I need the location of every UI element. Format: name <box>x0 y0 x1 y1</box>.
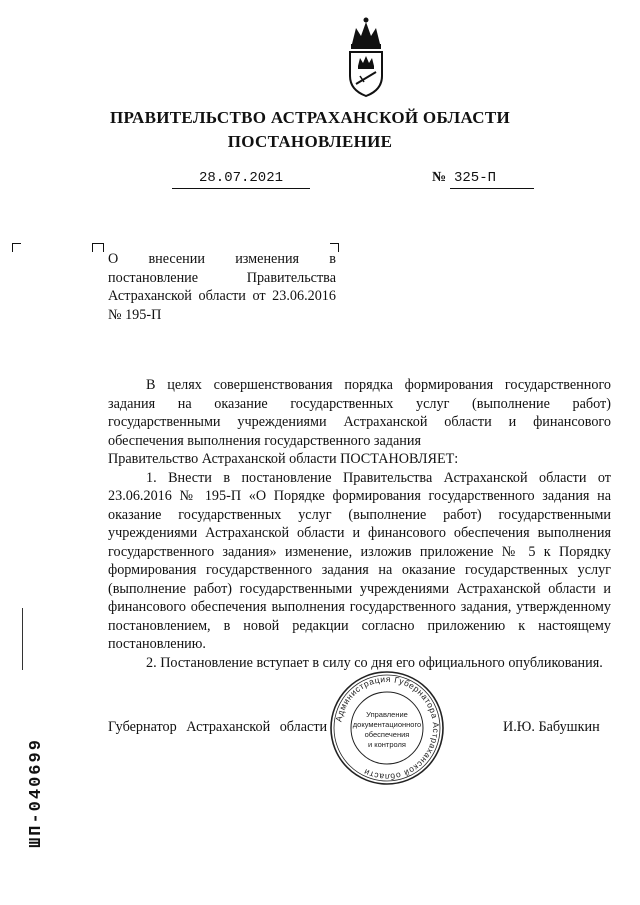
document-date: 28.07.2021 <box>172 168 310 189</box>
number-sign: № <box>432 170 447 185</box>
item-2-paragraph: 2. Постановление вступает в силу со дня его официального опубликования. <box>146 654 603 671</box>
svg-text:документационного: документационного <box>352 720 422 729</box>
corner-bracket-left <box>12 243 21 252</box>
document-type-title: ПОСТАНОВЛЕНИЕ <box>227 132 393 151</box>
blank-serial-number: ШП-040699 <box>27 738 46 848</box>
signatory-title: Губернатор Астраханской области <box>108 719 328 735</box>
coat-of-arms-icon <box>342 14 390 102</box>
svg-text:и контроля: и контроля <box>367 740 407 749</box>
svg-text:обеспечения: обеспечения <box>364 730 410 739</box>
preamble-paragraph: В целях совершенствования порядка формирования государственного задания на оказание государственных услуг (выполнение работ) государственными учреждениями Астраханской области и финансового обеспечения выполнения государственного задания <box>108 377 611 449</box>
resolves-paragraph: Правительство Астраханской области ПОСТАНОВЛЯЕТ: <box>108 451 459 467</box>
official-seal-stamp <box>327 668 447 788</box>
document-body <box>108 376 611 672</box>
corner-bracket-subject-left-tick <box>99 243 104 252</box>
document-number: 325-П <box>450 168 534 189</box>
svg-text:Администрация Губернатора Астр: Администрация Губернатора Астраханской области <box>333 673 442 783</box>
government-title: ПРАВИТЕЛЬСТВО АСТРАХАНСКОЙ ОБЛАСТИ <box>110 108 510 127</box>
document-subject: О внесении изменения в постановление Правительства Астраханской области от 23.06.2016 № 195-П <box>108 251 336 323</box>
margin-line <box>22 608 23 670</box>
item-1-paragraph: 1. Внести в постановление Правительства Астраханской области от 23.06.2016 № 195-П «О Порядке формирования государственного задания на оказание государственных услуг (выполнение работ) государственными учреждениями Астраханской области и финансового обеспечения выполнения государственного задания» изменение, изложив приложение № 5 к Порядку формирования государственного задания на оказание государственных услуг (выполнение работ) государственными учреждениями Астраханской области и финансового обеспечения выполнения государственного задания, утвержденному постановлением, в новой редакции согласно приложению к настоящему постановлению. <box>108 469 611 652</box>
signatory-name: И.Ю. Бабушкин <box>503 719 600 735</box>
svg-text:Управление: Управление <box>366 710 408 719</box>
